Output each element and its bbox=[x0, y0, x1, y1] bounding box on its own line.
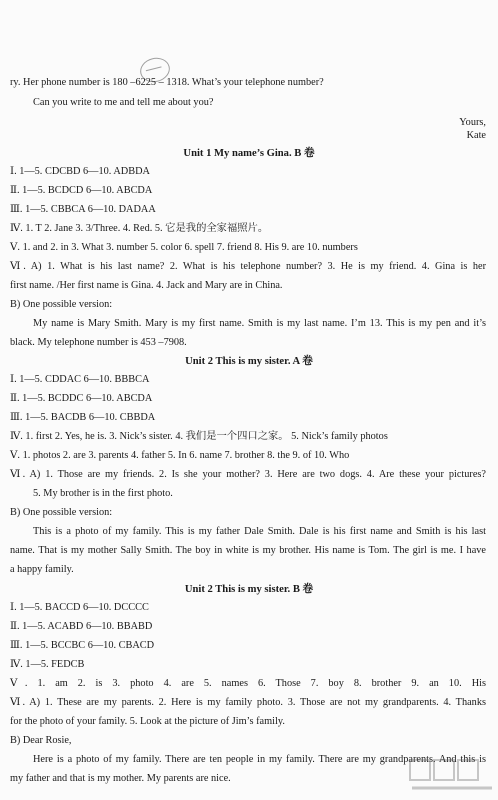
unit2b-line: Ⅱ. 1—5. ACABD 6—10. BBABD bbox=[10, 621, 153, 632]
unit1b-line: black. My telephone number is 453 –7908. bbox=[10, 337, 187, 348]
letter-closing: Yours, bbox=[459, 117, 486, 128]
unit1b-title: Unit 1 My name’s Gina. B 卷 bbox=[183, 148, 315, 159]
unit1b-line: Ⅳ. 1. T 2. Jane 3. 3/Three. 4. Red. 5. 它是我的全家福照片。 bbox=[10, 223, 269, 234]
unit2a-line: Ⅱ. 1—5. BCDDC 6—10. ABCDA bbox=[10, 393, 153, 404]
unit1b-line: Ⅲ. 1—5. CBBCA 6—10. DADAA bbox=[10, 204, 156, 215]
unit2a-line: Ⅴ. 1. photos 2. are 3. parents 4. father 5. In 6. name 7. brother 8. the 9. of 10. Who bbox=[10, 450, 350, 461]
unit2b-line: for the photo of your family. 5. Look at the picture of Jim’s family. bbox=[10, 716, 285, 727]
unit2b-line: Ⅳ. 1—5. FEDCB bbox=[10, 659, 85, 670]
unit2a-line: name. That is my mother Sally Smith. The boy in white is my brother. His name is Tom. The girl is me. I have bbox=[10, 545, 486, 556]
unit2a-line: Ⅵ. A) 1. Those are my friends. 2. Is she your mother? 3. Here are two dogs. 4. Are these your pictures? bbox=[10, 469, 486, 480]
unit2a-line: Ⅰ. 1—5. CDDAC 6—10. BBBCA bbox=[10, 374, 150, 385]
unit2b-line: Ⅰ. 1—5. BACCD 6—10. DCCCC bbox=[10, 602, 149, 613]
unit2a-title: Unit 2 This is my sister. A 卷 bbox=[185, 356, 313, 367]
unit1b-line: B) One possible version: bbox=[10, 299, 113, 310]
unit2b-line: Ⅴ. 1. am 2. is 3. photo 4. are 5. names 6. Those 7. boy 8. brother 9. an 10. His bbox=[10, 678, 486, 689]
letter-write-line: Can you write to me and tell me about you? bbox=[33, 97, 214, 108]
unit2b-line: B) Dear Rosie, bbox=[10, 735, 72, 746]
letter-signature: Kate bbox=[466, 130, 486, 141]
unit2a-line: Ⅲ. 1—5. BACDB 6—10. CBBDA bbox=[10, 412, 156, 423]
unit1b-line: Ⅴ. 1. and 2. in 3. What 3. number 5. color 6. spell 7. friend 8. His 9. are 10. numbers bbox=[10, 242, 358, 253]
unit1b-line: Ⅱ. 1—5. BCDCD 6—10. ABCDA bbox=[10, 185, 153, 196]
unit2b-line: Ⅲ. 1—5. BCCBC 6—10. CBACD bbox=[10, 640, 155, 651]
unit2a-line: B) One possible version: bbox=[10, 507, 113, 518]
letter-phone-line: ry. Her phone number is 180 –6225 – 1318. What’s your telephone number? bbox=[10, 77, 324, 88]
unit1b-line: Ⅰ. 1—5. CDCBD 6—10. ADBDA bbox=[10, 166, 150, 177]
unit2a-line: Ⅳ. 1. first 2. Yes, he is. 3. Nick’s sister. 4. 我们是一个四口之家。 5. Nick’s family photos bbox=[10, 431, 388, 442]
watermark-logo-icon bbox=[408, 756, 496, 796]
unit1b-line: My name is Mary Smith. Mary is my first name. Smith is my last name. I’m 13. This is my pen and it’s bbox=[33, 318, 486, 329]
unit2a-line: This is a photo of my family. This is my father Dale Smith. Dale is his first name and Smith is his last bbox=[33, 526, 486, 537]
unit2b-title: Unit 2 This is my sister. B 卷 bbox=[184, 584, 314, 595]
unit2a-line: a happy family. bbox=[10, 564, 74, 575]
unit1b-line: Ⅵ. A) 1. What is his last name? 2. What is his telephone number? 3. He is my friend. 4. Gina is her bbox=[10, 261, 486, 272]
unit2b-line: Ⅵ. A) 1. These are my parents. 2. Here is my family photo. 3. Those are not my grandparents. 4. Thanks bbox=[10, 697, 486, 708]
unit1b-line: first name. /Her first name is Gina. 4. Jack and Mary are in China. bbox=[10, 280, 283, 291]
unit2b-line: my father and that is my mother. My parents are nice. bbox=[10, 773, 231, 784]
unit2a-line: 5. My brother is in the first photo. bbox=[33, 488, 173, 499]
unit2b-line: Here is a photo of my family. There are ten people in my family. There are my grandparents. And this is bbox=[33, 754, 486, 765]
